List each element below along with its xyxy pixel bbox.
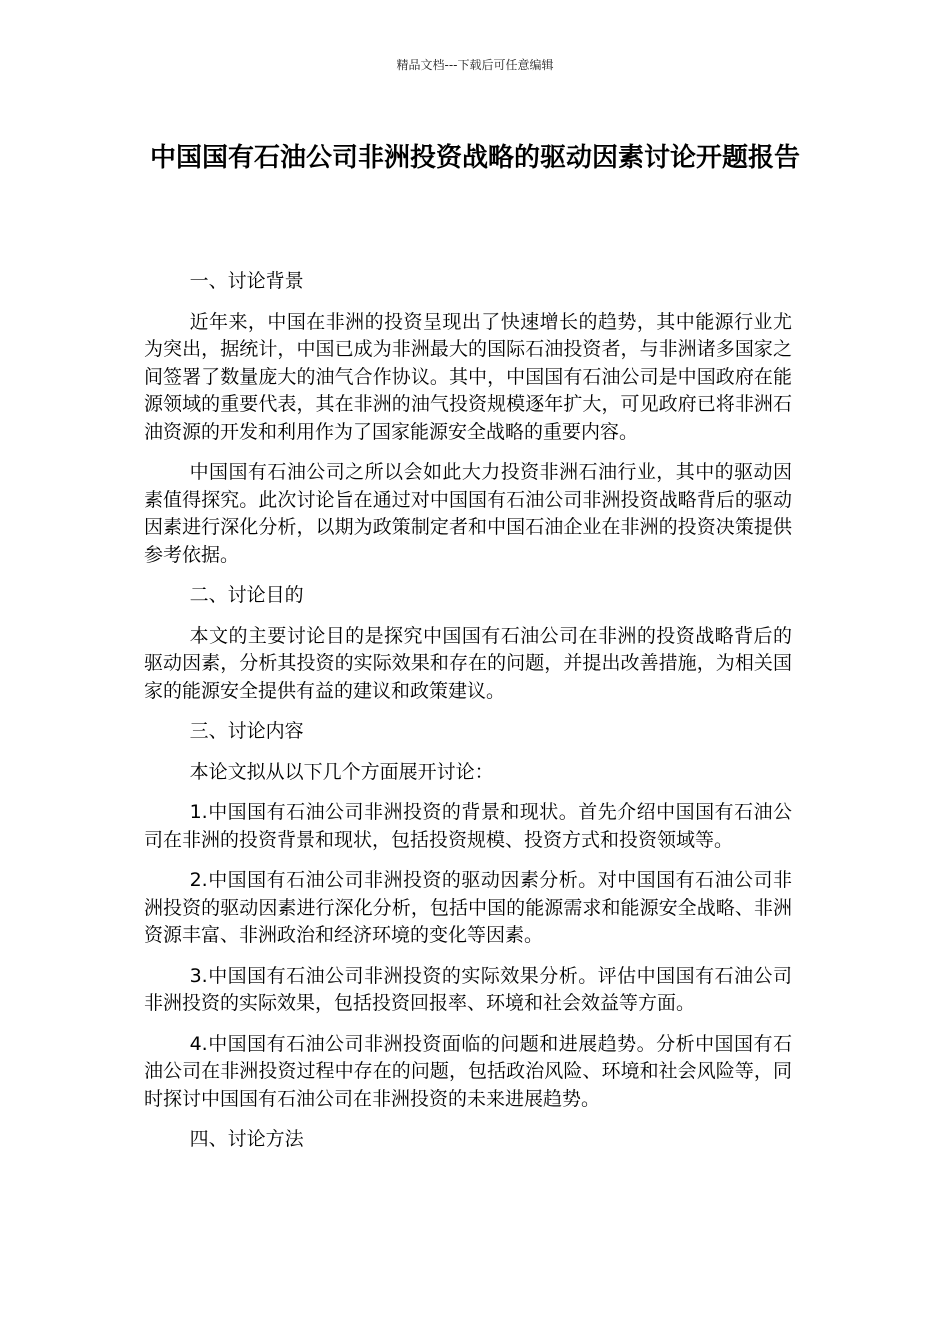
list-item: 2.中国国有石油公司非洲投资的驱动因素分析。对中国国有石油公司非洲投资的驱动因素进行深化分析，包括中国的能源需求和能源安全战略、非洲资源丰富、非洲政治和经济环境的变化等因素。 xyxy=(144,869,792,946)
section-heading-background: 一、讨论背景 xyxy=(189,270,304,292)
list-item: 4.中国国有石油公司非洲投资面临的问题和进展趋势。分析中国国有石油公司在非洲投资过程中存在的问题，包括政治风险、环境和社会风险等，同时探讨中国国有石油公司在非洲投资的未来进展趋势。 xyxy=(144,1032,792,1110)
paragraph: 本论文拟从以下几个方面展开讨论： xyxy=(189,760,494,783)
paragraph: 中国国有石油公司之所以会如此大力投资非洲石油行业，其中的驱动因素值得探究。此次讨论旨在通过对中国国有石油公司非洲投资战略背后的驱动因素进行深化分析，以期为政策制定者和中国石油企业在非洲的投资决策提供参考依据。 xyxy=(144,461,792,566)
list-item: 3.中国国有石油公司非洲投资的实际效果分析。评估中国国有石油公司非洲投资的实际效果，包括投资回报率、环境和社会效益等方面。 xyxy=(144,964,792,1014)
section-heading-method: 四、讨论方法 xyxy=(189,1128,304,1150)
list-item: 1.中国国有石油公司非洲投资的背景和现状。首先介绍中国国有石油公司在非洲的投资背景和现状，包括投资规模、投资方式和投资领域等。 xyxy=(144,801,792,851)
document-header-note: 精品文档---下载后可任意编辑 xyxy=(396,58,554,72)
section-heading-content: 三、讨论内容 xyxy=(189,720,304,742)
document-title: 中国国有石油公司非洲投资战略的驱动因素讨论开题报告 xyxy=(149,143,800,173)
document-body xyxy=(144,268,792,1167)
section-heading-purpose: 二、讨论目的 xyxy=(189,584,304,606)
paragraph: 本文的主要讨论目的是探究中国国有石油公司在非洲的投资战略背后的驱动因素，分析其投资的实际效果和存在的问题，并提出改善措施，为相关国家的能源安全提供有益的建议和政策建议。 xyxy=(144,624,792,702)
paragraph: 近年来，中国在非洲的投资呈现出了快速增长的趋势，其中能源行业尤为突出，据统计，中国已成为非洲最大的国际石油投资者，与非洲诸多国家之间签署了数量庞大的油气合作协议。其中，中国国有石油公司是中国政府在能源领域的重要代表，其在非洲的油气投资规模逐年扩大，可见政府已将非洲石油资源的开发和利用作为了国家能源安全战略的重要内容。 xyxy=(144,310,792,443)
